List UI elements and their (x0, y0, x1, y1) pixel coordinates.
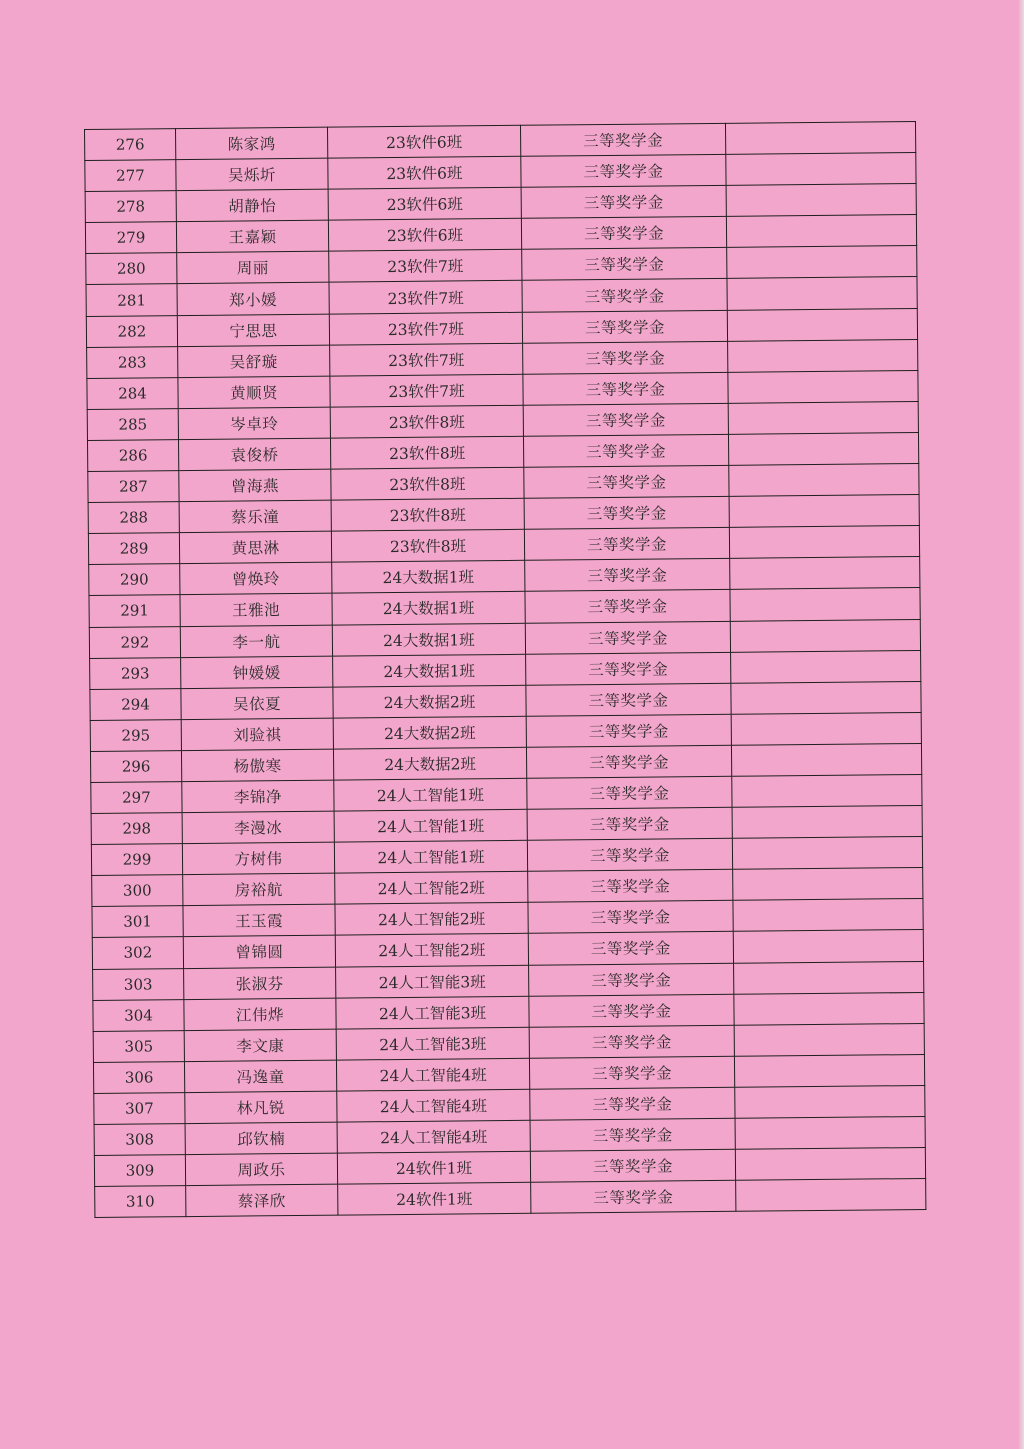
remark-cell (734, 1023, 924, 1056)
student-name-cell: 蔡乐潼 (179, 500, 331, 533)
remark-cell (729, 464, 919, 497)
award-level-cell: 三等奖学金 (522, 310, 727, 343)
row-number-cell: 294 (90, 688, 181, 720)
award-level-cell: 三等奖学金 (530, 1087, 735, 1120)
award-level-cell: 三等奖学金 (528, 870, 733, 903)
class-name-cell: 24软件1班 (337, 1151, 530, 1184)
remark-cell (734, 992, 924, 1025)
award-level-cell: 三等奖学金 (527, 807, 732, 840)
class-name-cell: 24大数据1班 (332, 561, 525, 594)
row-number-cell: 302 (92, 937, 183, 969)
remark-cell (731, 650, 921, 683)
remark-cell (727, 308, 917, 341)
remark-cell (736, 1179, 926, 1212)
row-number-cell: 297 (91, 782, 182, 814)
award-level-cell: 三等奖学金 (528, 901, 733, 934)
row-number-cell: 299 (91, 844, 182, 876)
remark-cell (731, 681, 921, 714)
remark-cell (730, 588, 920, 621)
class-name-cell: 24人工智能1班 (334, 840, 527, 873)
row-number-cell: 284 (87, 377, 178, 409)
student-name-cell: 冯逸童 (184, 1060, 336, 1093)
class-name-cell: 23软件7班 (330, 374, 523, 407)
class-name-cell: 23软件6班 (328, 219, 521, 252)
table-body (85, 122, 926, 1218)
student-name-cell: 曾海燕 (179, 469, 331, 502)
class-name-cell: 24大数据2班 (333, 747, 526, 780)
student-name-cell: 郑小媛 (177, 283, 329, 316)
student-name-cell: 李一航 (180, 625, 332, 658)
remark-cell (735, 1148, 925, 1181)
class-name-cell: 24人工智能2班 (335, 934, 528, 967)
class-name-cell: 24人工智能3班 (336, 965, 529, 998)
student-name-cell: 蔡泽欣 (186, 1184, 338, 1217)
row-number-cell: 309 (94, 1155, 185, 1187)
student-name-cell: 岑卓玲 (178, 407, 330, 440)
student-name-cell: 方树伟 (182, 842, 334, 875)
award-level-cell: 三等奖学金 (521, 154, 726, 187)
remark-cell (735, 1116, 925, 1149)
remark-cell (734, 1054, 924, 1087)
award-level-cell: 三等奖学金 (524, 528, 729, 561)
student-name-cell: 杨傲寒 (181, 749, 333, 782)
student-name-cell: 曾锦圆 (183, 936, 335, 969)
row-number-cell: 291 (89, 595, 180, 627)
row-number-cell: 279 (85, 222, 176, 254)
award-level-cell: 三等奖学金 (523, 372, 728, 405)
student-name-cell: 吴依夏 (181, 687, 333, 720)
row-number-cell: 292 (89, 626, 180, 658)
row-number-cell: 307 (94, 1092, 185, 1124)
award-level-cell: 三等奖学金 (523, 403, 728, 436)
student-name-cell: 袁俊桥 (178, 438, 330, 471)
row-number-cell: 310 (95, 1186, 186, 1218)
student-name-cell: 李漫冰 (182, 811, 334, 844)
student-name-cell: 周丽 (177, 252, 329, 285)
row-number-cell: 304 (93, 999, 184, 1031)
row-number-cell: 298 (91, 813, 182, 845)
class-name-cell: 24人工智能2班 (335, 903, 528, 936)
class-name-cell: 23软件7班 (329, 312, 522, 345)
award-level-cell: 三等奖学金 (526, 714, 731, 747)
award-level-cell: 三等奖学金 (529, 963, 734, 996)
student-name-cell: 王玉霞 (183, 904, 335, 937)
row-number-cell: 281 (86, 284, 177, 316)
table-row (95, 1179, 926, 1218)
row-number-cell: 306 (93, 1061, 184, 1093)
class-name-cell: 23软件8班 (330, 436, 523, 469)
remark-cell (732, 837, 922, 870)
remark-cell (735, 1085, 925, 1118)
row-number-cell: 295 (90, 719, 181, 751)
award-level-cell: 三等奖学金 (526, 683, 731, 716)
class-name-cell: 24人工智能1班 (334, 809, 527, 842)
award-level-cell: 三等奖学金 (520, 123, 725, 156)
row-number-cell: 303 (93, 968, 184, 1000)
award-level-cell: 三等奖学金 (524, 465, 729, 498)
class-name-cell: 24大数据1班 (333, 654, 526, 687)
award-level-cell: 三等奖学金 (521, 217, 726, 250)
award-level-cell: 三等奖学金 (521, 186, 726, 219)
remark-cell (726, 153, 916, 186)
award-level-cell: 三等奖学金 (527, 776, 732, 809)
award-level-cell: 三等奖学金 (522, 279, 727, 312)
remark-cell (727, 277, 917, 310)
remark-cell (728, 432, 918, 465)
remark-cell (726, 215, 916, 248)
award-level-cell: 三等奖学金 (524, 496, 729, 529)
award-level-cell: 三等奖学金 (525, 559, 730, 592)
row-number-cell: 277 (85, 160, 176, 192)
remark-cell (731, 712, 921, 745)
class-name-cell: 23软件8班 (331, 467, 524, 500)
student-name-cell: 林凡锐 (185, 1091, 337, 1124)
remark-cell (730, 557, 920, 590)
student-name-cell: 邱钦楠 (185, 1122, 337, 1155)
award-level-cell: 三等奖学金 (530, 1118, 735, 1151)
row-number-cell: 283 (87, 346, 178, 378)
class-name-cell: 24人工智能3班 (336, 1027, 529, 1060)
student-name-cell: 张淑芬 (184, 967, 336, 1000)
row-number-cell: 282 (86, 315, 177, 347)
award-level-cell: 三等奖学金 (522, 248, 727, 281)
row-number-cell: 301 (92, 906, 183, 938)
class-name-cell: 24大数据2班 (333, 685, 526, 718)
student-name-cell: 王雅池 (180, 594, 332, 627)
award-level-cell: 三等奖学金 (531, 1180, 736, 1213)
student-name-cell: 王嘉颖 (176, 220, 328, 253)
remark-cell (728, 339, 918, 372)
class-name-cell: 23软件8班 (330, 405, 523, 438)
scholarship-table (84, 121, 926, 1218)
student-name-cell: 宁思思 (177, 314, 329, 347)
remark-cell (725, 122, 915, 155)
student-name-cell: 李文康 (184, 1029, 336, 1062)
award-level-cell: 三等奖学金 (523, 434, 728, 467)
student-name-cell: 胡静怡 (176, 189, 328, 222)
row-number-cell: 305 (93, 1030, 184, 1062)
row-number-cell: 276 (85, 129, 176, 161)
row-number-cell: 290 (89, 564, 180, 596)
class-name-cell: 24大数据1班 (332, 623, 525, 656)
class-name-cell: 24软件1班 (338, 1182, 531, 1215)
student-name-cell: 钟媛媛 (181, 656, 333, 689)
student-name-cell: 黄思淋 (179, 531, 331, 564)
row-number-cell: 288 (88, 502, 179, 534)
student-name-cell: 陈家鸿 (176, 127, 328, 160)
row-number-cell: 296 (90, 750, 181, 782)
student-name-cell: 刘验祺 (181, 718, 333, 751)
award-level-cell: 三等奖学金 (529, 994, 734, 1027)
award-level-cell: 三等奖学金 (525, 621, 730, 654)
class-name-cell: 23软件8班 (331, 530, 524, 563)
class-name-cell: 23软件8班 (331, 498, 524, 531)
remark-cell (729, 526, 919, 559)
class-name-cell: 24人工智能2班 (335, 872, 528, 905)
class-name-cell: 23软件7班 (329, 250, 522, 283)
class-name-cell: 24人工智能4班 (337, 1120, 530, 1153)
award-level-cell: 三等奖学金 (529, 1056, 734, 1089)
student-name-cell: 吴烁圻 (176, 158, 328, 191)
remark-cell (731, 743, 921, 776)
student-name-cell: 黄顺贤 (178, 376, 330, 409)
remark-cell (732, 806, 922, 839)
class-name-cell: 24人工智能4班 (336, 1058, 529, 1091)
class-name-cell: 24大数据1班 (332, 592, 525, 625)
remark-cell (732, 774, 922, 807)
student-name-cell: 周政乐 (185, 1153, 337, 1186)
award-level-cell: 三等奖学金 (528, 932, 733, 965)
class-name-cell: 24人工智能1班 (334, 778, 527, 811)
remark-cell (726, 184, 916, 217)
row-number-cell: 287 (88, 471, 179, 503)
row-number-cell: 286 (87, 440, 178, 472)
row-number-cell: 280 (86, 253, 177, 285)
student-name-cell: 房裕航 (183, 873, 335, 906)
remark-cell (728, 401, 918, 434)
award-level-cell: 三等奖学金 (523, 341, 728, 374)
class-name-cell: 23软件7班 (330, 343, 523, 376)
row-number-cell: 285 (87, 408, 178, 440)
remark-cell (727, 246, 917, 279)
remark-cell (728, 370, 918, 403)
award-level-cell: 三等奖学金 (526, 652, 731, 685)
class-name-cell: 24人工智能4班 (337, 1089, 530, 1122)
remark-cell (729, 495, 919, 528)
class-name-cell: 23软件6班 (328, 187, 521, 220)
class-name-cell: 23软件6班 (327, 125, 520, 158)
award-level-cell: 三等奖学金 (525, 590, 730, 623)
award-level-cell: 三等奖学金 (526, 745, 731, 778)
remark-cell (734, 961, 924, 994)
student-name-cell: 李锦净 (182, 780, 334, 813)
row-number-cell: 289 (88, 533, 179, 565)
class-name-cell: 24人工智能3班 (336, 996, 529, 1029)
row-number-cell: 308 (94, 1124, 185, 1156)
remark-cell (733, 930, 923, 963)
award-level-cell: 三等奖学金 (529, 1025, 734, 1058)
row-number-cell: 293 (90, 657, 181, 689)
scan-edge (1018, 0, 1024, 1449)
remark-cell (733, 868, 923, 901)
class-name-cell: 24大数据2班 (333, 716, 526, 749)
award-level-cell: 三等奖学金 (527, 838, 732, 871)
class-name-cell: 23软件7班 (329, 281, 522, 314)
row-number-cell: 300 (92, 875, 183, 907)
row-number-cell: 278 (85, 191, 176, 223)
class-name-cell: 23软件6班 (328, 156, 521, 189)
student-name-cell: 吴舒璇 (178, 345, 330, 378)
award-list-sheet (84, 121, 925, 1218)
award-level-cell: 三等奖学金 (530, 1149, 735, 1182)
student-name-cell: 江伟烨 (184, 998, 336, 1031)
remark-cell (730, 619, 920, 652)
remark-cell (733, 899, 923, 932)
student-name-cell: 曾焕玲 (180, 562, 332, 595)
